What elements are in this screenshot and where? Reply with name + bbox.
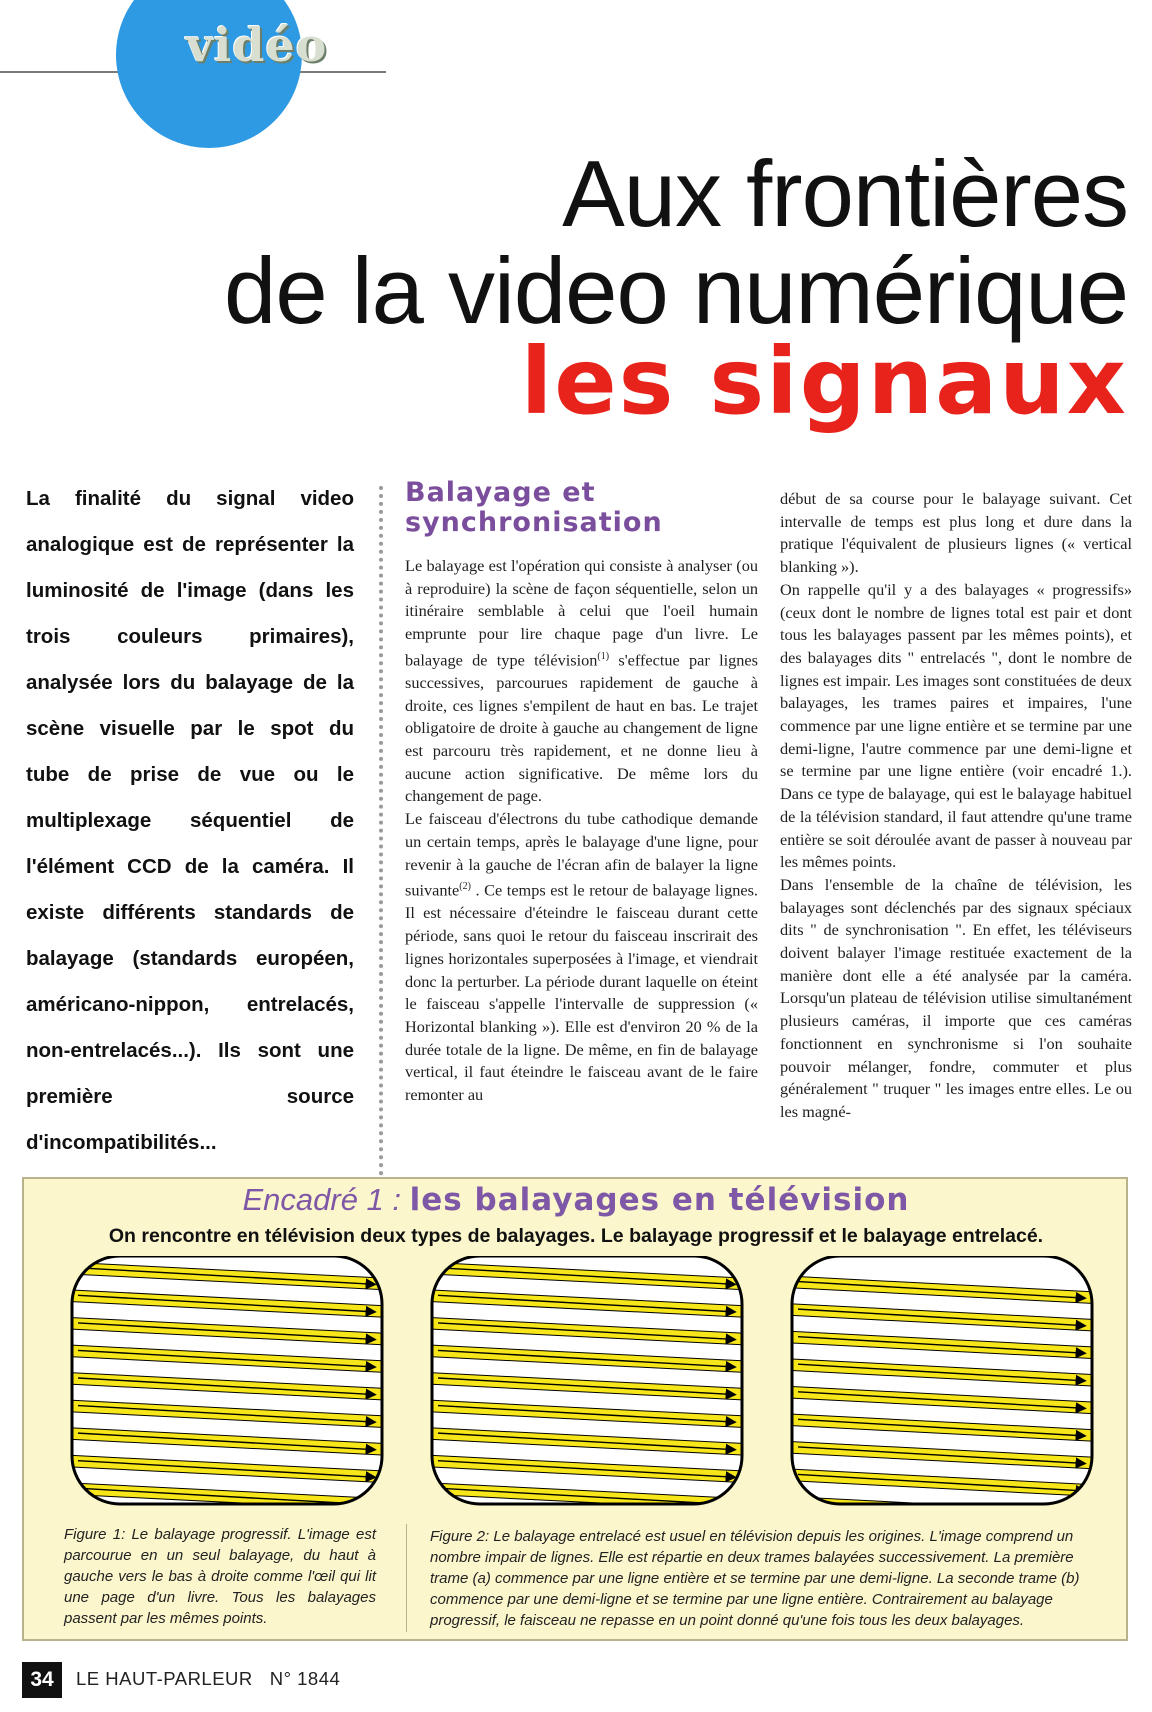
column-2-paragraph-2: On rappelle qu'il y a des balayages « progressifs» (ceux dont le nombre de lignes total est pair et dont tous les balayages passent par les mêmes points), et des balayages dits " entrelacés ", dont le nombre de lignes est impair. Les images sont constituées de deux balayages, les trames paires et impaires, l'une commence par une ligne entière et se termine par une demi-ligne, l'autre commence par une demi-ligne et se termine par une ligne entière (voir encadré 1.). Dans ce type de balayage, qui est le balayage habituel de la télévision standard, il faut attendre qu'une trame entière se soit déroulée avant de passer à nouveau par les mêmes points. — [780, 579, 1132, 872]
column-1-paragraph-1 — [405, 555, 758, 808]
publication-name: LE HAUT-PARLEUR — [76, 1668, 253, 1689]
article-subhead: Balayage et synchronisation — [405, 477, 663, 538]
footnote-ref-1: (1) — [597, 650, 610, 662]
title-accent: les signaux — [520, 328, 1128, 435]
scan-diagrams — [60, 1256, 1100, 1516]
column-1-text-1b: s'effectue par lignes successives, parcourues rapidement de gauche à droite, ces lignes s'empilent de haut en bas. Le trajet obligatoire de droite à gauche au changement de ligne est parcouru très rapidement, et ne donne lieu à aucune action significative. De même lors du changement de page. — [405, 650, 758, 806]
intro-paragraph: La finalité du signal video analogique est de représenter la luminosité de l'image (dans les trois couleurs primaires), analysée lors du balayage de la scène visuelle par le spot du tube de prise de vue ou le multiplexage séquentiel de l'élément CCD de la caméra. Il existe différents standards de balayage (standards européen, américano-nippon, entrelacés, non-entrelacés...). Ils sont une première source d'incompatibilités... — [26, 487, 354, 1154]
issue-number: N° 1844 — [269, 1668, 341, 1689]
encadre-title — [0, 1182, 1152, 1218]
column-1-text-2a: Le faisceau d'électrons du tube cathodique demande un certain temps, après le balayage d'une ligne, pour revenir à la gauche de l'écran afin de balayer la ligne suivante — [405, 809, 758, 900]
screen-progressive — [62, 1256, 392, 1511]
column-1-text-2b: . Ce temps est le retour de balayage lignes. Il est nécessaire d'éteindre le faisceau durant cette période, sans quoi le retour du faisceau inscrirait des lignes horizontales superposées à l'image, et viendrait donc la perturber. La période durant laquelle on éteint le faisceau s'appelle l'intervalle de suppression (« Horizontal blanking »). Elle est d'environ 20 % de la durée totale de la ligne. De même, en fin de balayage vertical, il faut éteindre le faisceau avant de le faire remonter au — [405, 880, 758, 1105]
title-line-2: de la video numérique — [224, 238, 1128, 343]
figure-2-caption: Figure 2: Le balayage entrelacé est usuel en télévision depuis les origines. L'image comprend un nombre impair de lignes. Elle est répartie en deux trames balayées successivement. La première trame (a) commence par une ligne entière et se termine par une demi-ligne. La seconde trame (b) commence par une demi-ligne et se termine par une ligne entière. Contrairement au balayage progressif, le faisceau ne repasse en un point donné qu'une fois tous les deux balayages. — [430, 1528, 1080, 1629]
article-column-2 — [780, 488, 1132, 1124]
column-2-paragraph-1: début de sa course pour le balayage suivant. Cet intervalle de temps est plus long et dure dans la pratique l'équivalent de plusieurs lignes (« vertical blanking »). — [780, 489, 1132, 577]
footer-publication — [76, 1668, 340, 1690]
encadre-title-lead: Encadré 1 : — [242, 1182, 402, 1217]
encadre-subtitle: On rencontre en télévision deux types de balayages. Le balayage progressif et le balayage entrelacé. — [108, 1225, 1044, 1247]
screen-interlaced-b — [782, 1256, 1100, 1516]
column-1-paragraph-2 — [405, 808, 758, 1107]
caption-divider — [406, 1524, 407, 1632]
page-number: 34 — [22, 1662, 62, 1698]
title-line-1: Aux frontières — [562, 141, 1128, 246]
section-label: vidéo — [186, 18, 328, 72]
screen-interlaced-a — [422, 1256, 752, 1511]
figure-1-caption: Figure 1: Le balayage progressif. L'image est parcourue en un seul balayage, du haut à gauche vers le bas à droite comme l'œil qui lit une page d'un livre. Tous les balayages passent par les mêmes points. — [64, 1526, 376, 1627]
article-column-1 — [405, 555, 758, 1107]
footnote-ref-2: (2) — [459, 881, 471, 893]
encadre-title-rest: les balayages en télévision — [409, 1182, 910, 1218]
column-divider — [379, 486, 383, 1176]
column-1-text-1a: Le balayage est l'opération qui consiste à analyser (ou à reproduire) la scène de façon séquentielle, selon un itinéraire semblable à celui que l'oeil humain emprunte pour lire chaque page d'un livre. Le balayage de type télévision — [405, 556, 758, 670]
column-2-paragraph-3: Dans l'ensemble de la chaîne de télévision, les balayages sont déclenchés par des signaux spéciaux dits " de synchronisation ". En effet, les téléviseurs doivent balayer l'image restituée exactement de la manière dont elle a été analysée par la caméra. Lorsqu'un plateau de télévision utilise simultanément plusieurs caméras, il importe que ces caméras fonctionnent en synchronisme si l'on souhaite pouvoir mélanger, fondre, commuter et plus généralement " truquer " les images entre elles. Le ou les magné- — [780, 874, 1132, 1121]
